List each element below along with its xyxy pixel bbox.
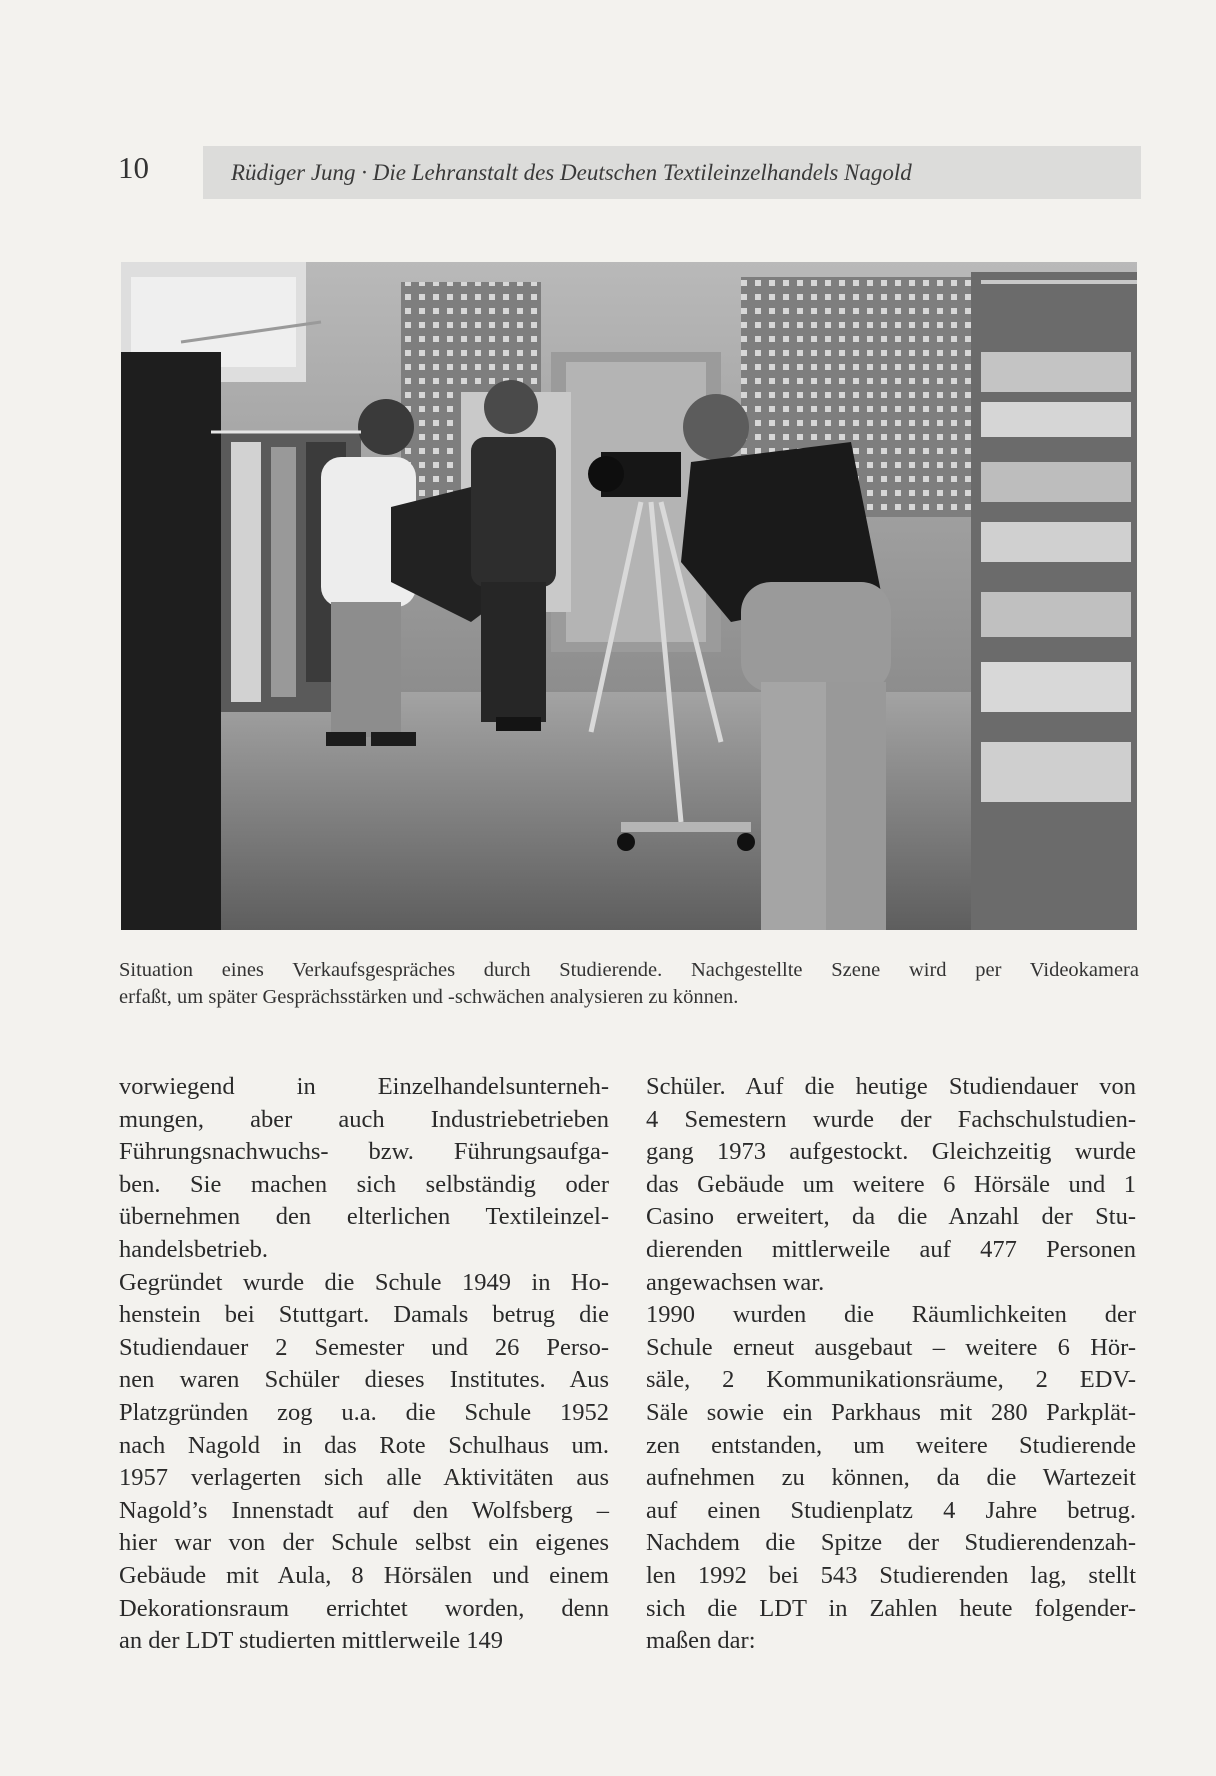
text-line: Platzgründen zog u.a. die Schule 1952 xyxy=(119,1398,609,1426)
text-line: ben. Sie machen sich selbständig oder xyxy=(119,1170,609,1198)
text-line: handelsbetrieb. xyxy=(119,1235,268,1263)
text-line: 1957 verlagerten sich alle Aktivitäten aus xyxy=(119,1464,609,1492)
text-line: säle, 2 Kommunikationsräume, 2 EDV- xyxy=(646,1366,1136,1394)
text-line: vorwiegend in Einzelhandelsunterneh- xyxy=(119,1073,609,1100)
text-line: Schule erneut ausgebaut – weitere 6 Hör- xyxy=(646,1333,1136,1361)
text-line: Studiendauer 2 Semester und 26 Perso- xyxy=(119,1333,609,1361)
text-line: zen entstanden, um weitere Studierende xyxy=(646,1431,1136,1459)
text-line: nach Nagold in das Rote Schulhaus um. xyxy=(119,1431,609,1459)
text-line: Dekorationsraum errichtet worden, denn xyxy=(119,1594,609,1622)
text-line: Gebäude mit Aula, 8 Hörsälen und einem xyxy=(119,1561,609,1589)
text-line: 1990 wurden die Räumlichkeiten der xyxy=(646,1301,1136,1329)
text-line: Führungsnachwuchs- bzw. Führungsaufga- xyxy=(119,1138,609,1166)
text-line: das Gebäude um weitere 6 Hörsäle und 1 xyxy=(646,1170,1136,1198)
running-title: Rüdiger Jung · Die Lehranstalt des Deutschen Textileinzelhandels Nagold xyxy=(231,160,912,185)
text-line: Säle sowie ein Parkhaus mit 280 Parkplät- xyxy=(646,1398,1136,1426)
text-line: henstein bei Stuttgart. Damals betrug die xyxy=(119,1301,609,1329)
text-line: Gegründet wurde die Schule 1949 in Ho- xyxy=(119,1268,609,1296)
text-line: Schüler. Auf die heutige Studiendauer von xyxy=(646,1073,1136,1100)
caption-line: erfaßt, um später Gesprächsstärken und -schwächen analysieren zu können. xyxy=(119,986,739,1008)
caption-line: Situation eines Verkaufsgespräches durch Studierende. Nachgestellte Szene wird per Videokamera xyxy=(119,959,1139,981)
text-line: Nachdem die Spitze der Studierendenzah- xyxy=(646,1529,1136,1557)
text-line: nen waren Schüler dieses Institutes. Aus xyxy=(119,1366,609,1394)
body-column-left xyxy=(119,1071,609,1658)
text-line: mungen, aber auch Industriebetrieben xyxy=(119,1105,609,1133)
text-line: sich die LDT in Zahlen heute folgender- xyxy=(646,1594,1136,1622)
text-line: len 1992 bei 543 Studierenden lag, stellt xyxy=(646,1561,1136,1589)
text-line: angewachsen war. xyxy=(646,1268,825,1296)
text-line: gang 1973 aufgestockt. Gleichzeitig wurde xyxy=(646,1138,1136,1166)
running-header xyxy=(203,146,1141,199)
text-line: an der LDT studierten mittlerweile 149 xyxy=(119,1627,503,1655)
body-column-right xyxy=(646,1071,1136,1658)
page-number: 10 xyxy=(118,150,149,185)
text-line: Casino erweitert, da die Anzahl der Stu- xyxy=(646,1203,1136,1231)
text-line: 4 Semestern wurde der Fachschulstudien- xyxy=(646,1105,1136,1133)
photo-caption xyxy=(119,957,1139,1011)
text-line: dierenden mittlerweile auf 477 Personen xyxy=(646,1235,1136,1263)
text-line: maßen dar: xyxy=(646,1627,756,1655)
text-line: übernehmen den elterlichen Textileinzel- xyxy=(119,1203,609,1231)
text-line: Nagold’s Innenstadt auf den Wolfsberg – xyxy=(119,1496,609,1524)
text-line: hier war von der Schule selbst ein eigenes xyxy=(119,1529,609,1557)
text-line: aufnehmen zu können, da die Wartezeit xyxy=(646,1464,1136,1492)
photo-sales-conversation-scene xyxy=(121,262,1137,930)
text-line: auf einen Studienplatz 4 Jahre betrug. xyxy=(646,1496,1136,1524)
